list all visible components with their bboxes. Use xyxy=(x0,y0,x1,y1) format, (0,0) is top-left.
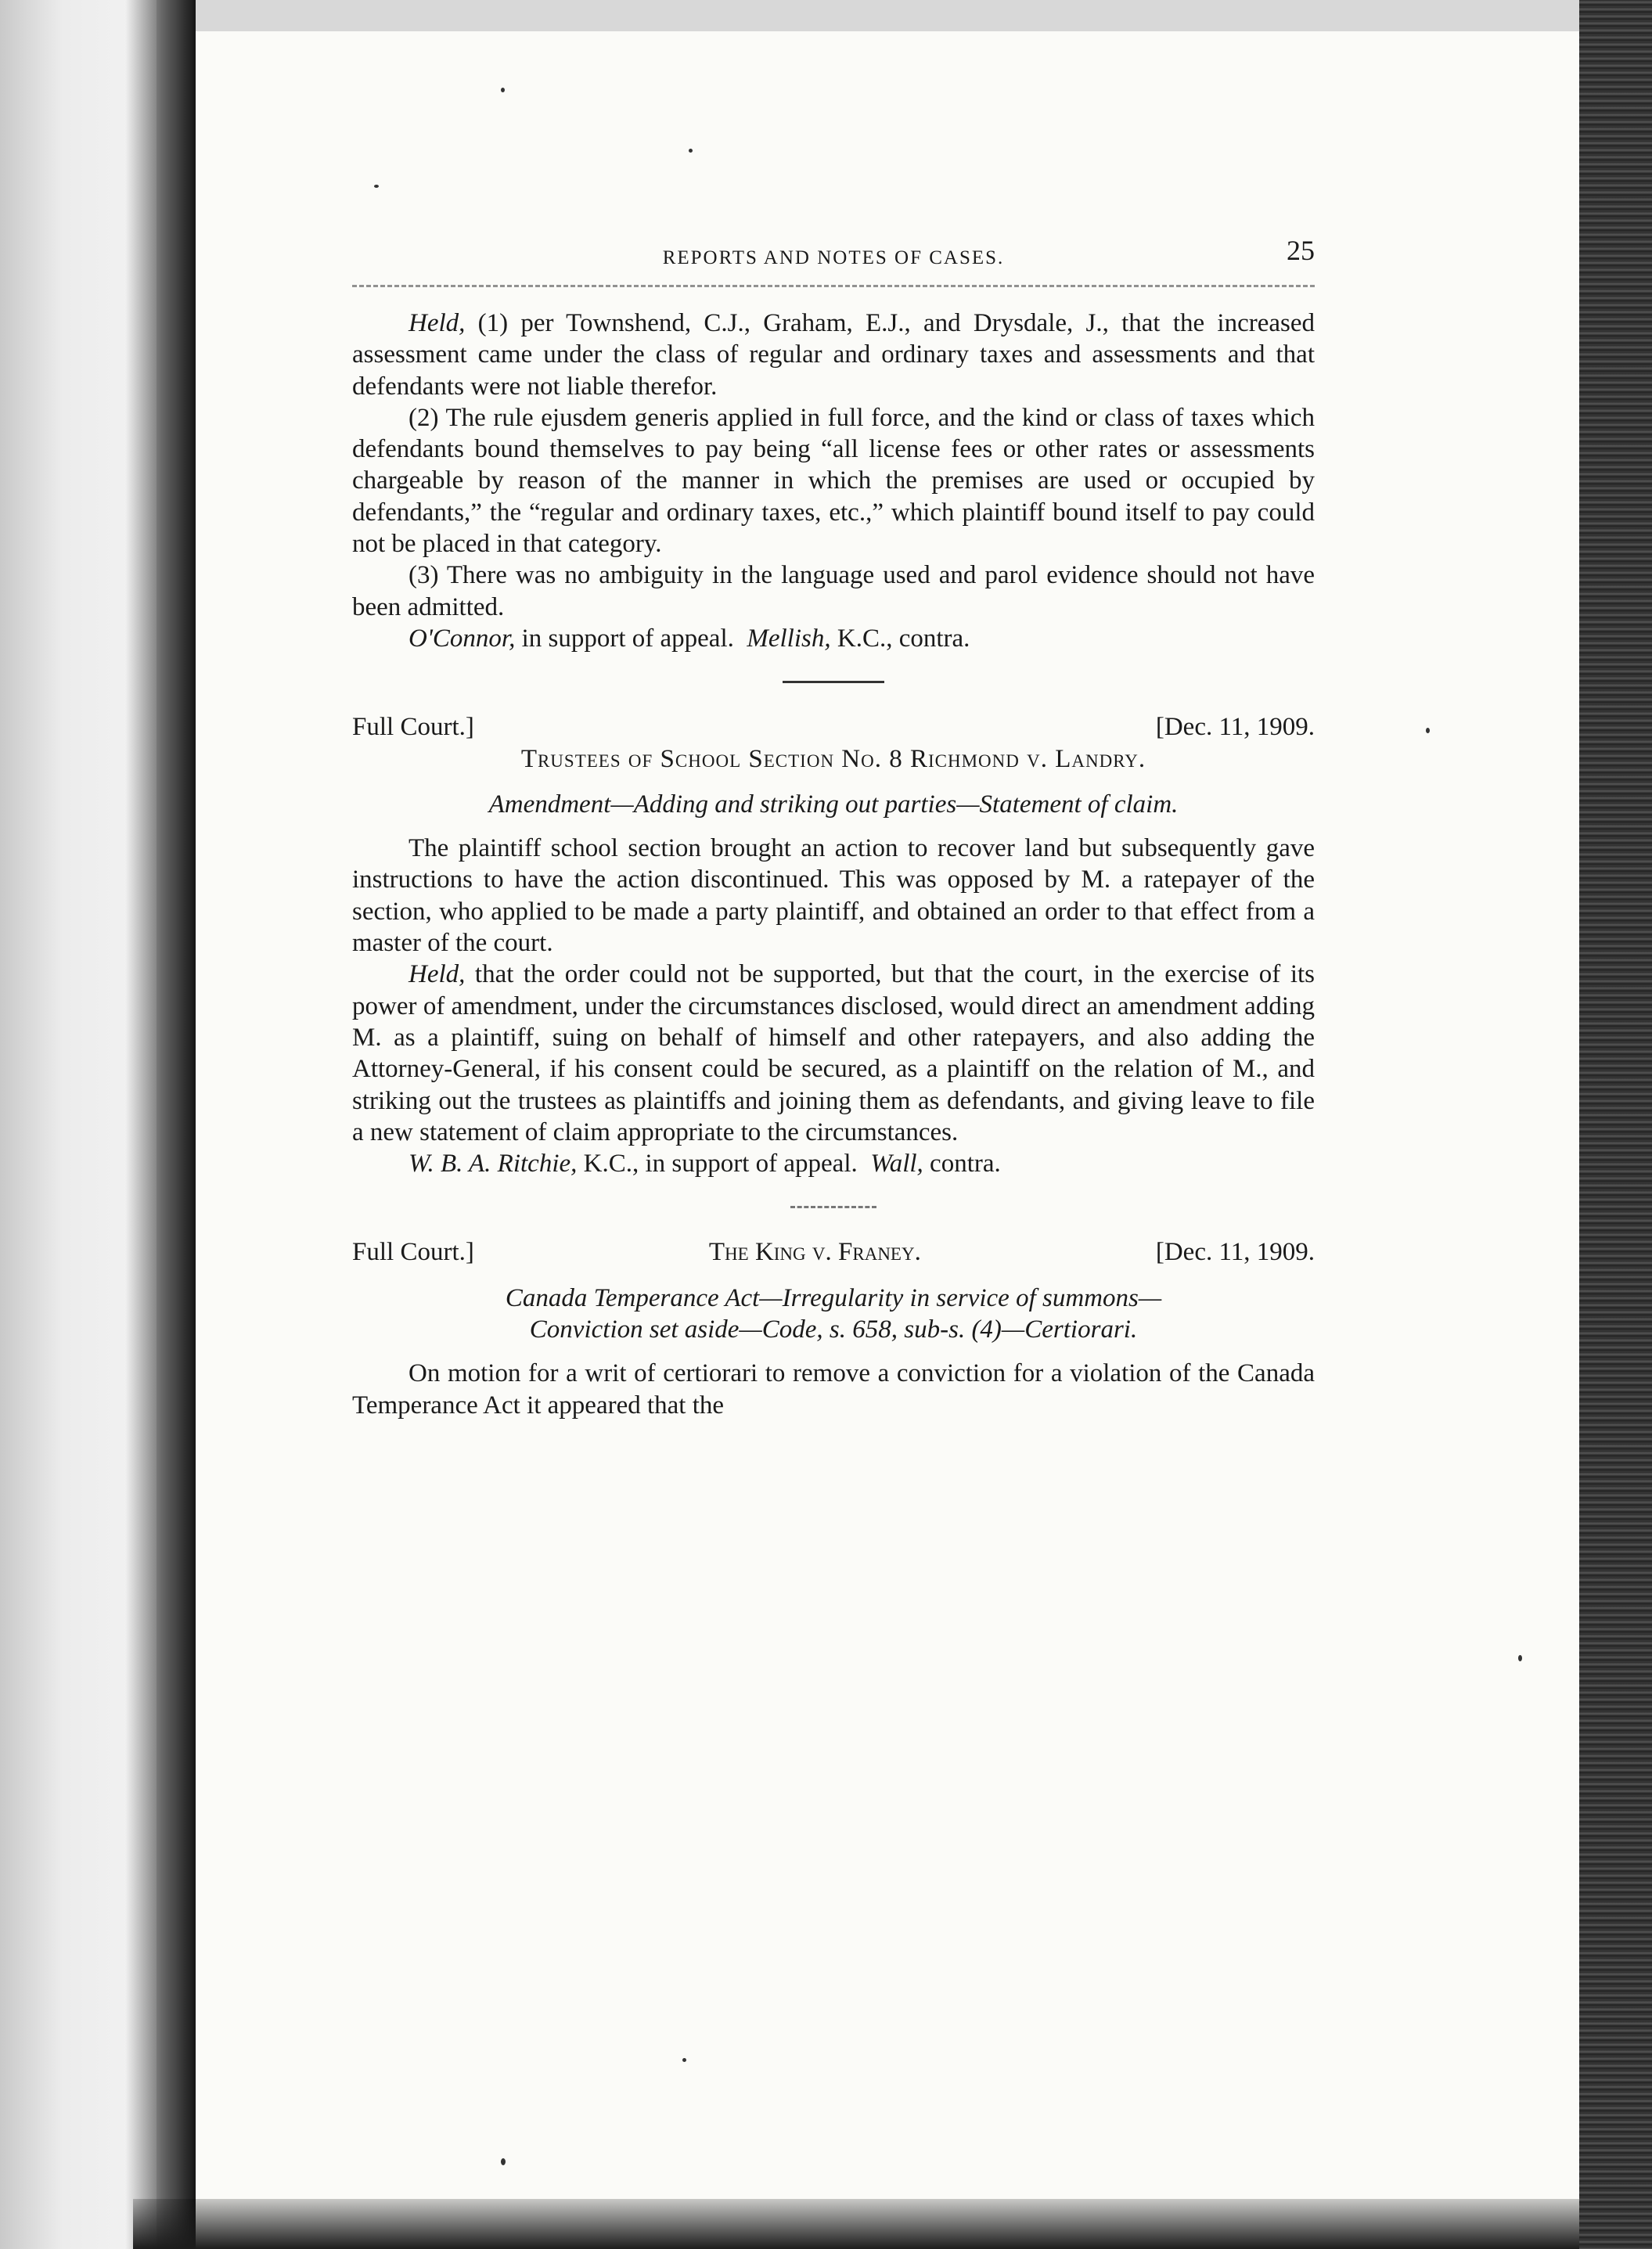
case1-counsel xyxy=(352,623,1315,654)
case2-counsel xyxy=(352,1148,1315,1179)
case2-title: Trustees of School Section No. 8 Richmond v. Landry. xyxy=(520,744,1146,773)
binding-shadow xyxy=(125,0,196,2249)
running-title: REPORTS AND NOTES OF CASES. xyxy=(662,247,1005,268)
case3-subject xyxy=(383,1283,1283,1346)
subject-line: Canada Temperance Act—Irregularity in service of summons— xyxy=(505,1283,1162,1312)
court-label: Full Court.] xyxy=(352,713,474,742)
page-number: 25 xyxy=(1287,235,1315,266)
page-header xyxy=(352,227,1315,274)
case-date: [Dec. 11, 1909. xyxy=(1155,1238,1315,1267)
held-text: (1) per Townshend, C.J., Graham, E.J., and Drysdale, J., that the increased assessment came under the class of regular and ordinary taxes and assessments and that defendants were not liable therefor. xyxy=(352,309,1315,401)
subject-line: Conviction set aside—Code, s. 658, sub-s. (4)—Certiorari. xyxy=(529,1315,1138,1344)
case-date: [Dec. 11, 1909. xyxy=(1155,713,1315,742)
counsel-role: K.C., contra. xyxy=(830,624,970,653)
held-label: Held, xyxy=(409,309,466,337)
case1-point-3: (3) There was no ambiguity in the language used and parol evidence should not have been admitted. xyxy=(352,561,1315,621)
case2-facts: The plaintiff school section brought an action to recover land but subsequently gave instructions to have the action discontinued. This was opposed by M. a ratepayer of the section, who applied to be made a party plaintiff, and obtained an order to that effect from a master of the court. xyxy=(352,834,1315,958)
scan-speck xyxy=(682,2058,686,2062)
case3-title: The King v. Franey. xyxy=(708,1238,921,1267)
held-text: that the order could not be supported, but that the court, in the exercise of its power of amendment, under the circumstances disclosed, would direct an amendment adding M. as a plaintiff, suing on behalf of himself and other ratepayers, and also adding the Attorney-General, if his consent could be secured, as a plaintiff on the relation of M., and striking out the trustees as plaintiffs and joining them as defendants, and giving leave to file a new statement of claim appropriate to the circumstances. xyxy=(352,960,1315,1146)
case2-subject: Amendment—Adding and striking out parties—Statement of claim. xyxy=(488,790,1179,819)
case-divider xyxy=(783,681,884,683)
court-label: Full Court.] xyxy=(352,1238,474,1267)
case2-held xyxy=(352,959,1315,1148)
scan-speck xyxy=(501,88,505,92)
scan-bottom-edge xyxy=(133,2199,1579,2249)
case3-heading xyxy=(352,1236,1315,1268)
scan-right-edge xyxy=(1579,0,1652,2249)
case1-held xyxy=(352,308,1315,402)
case1-point-2: (2) The rule ejusdem generis applied in full force, and the kind or class of taxes which defendants bound themselves to pay being “all license fees or other rates or assessments chargeable by reason of the manner in which the premises are used or occupied by defendants,” the “regular and ordinary taxes, etc.,” which plaintiff bound itself to pay could not be placed in that category. xyxy=(352,403,1315,559)
case-divider xyxy=(790,1206,876,1208)
counsel-name: W. B. A. Ritchie, xyxy=(409,1150,578,1178)
scan-speck xyxy=(689,149,693,153)
counsel-role: K.C., in support of appeal. xyxy=(577,1150,858,1178)
scan-speck xyxy=(1426,728,1430,733)
scan-speck xyxy=(374,185,379,188)
case3-facts: On motion for a writ of certiorari to remove a conviction for a violation of the Canada Temperance Act it appeared that the xyxy=(352,1359,1315,1420)
counsel-role: contra. xyxy=(923,1150,1001,1178)
counsel-name: O'Connor, xyxy=(409,624,516,653)
held-label: Held, xyxy=(409,960,466,989)
counsel-name: Mellish, xyxy=(747,624,831,653)
header-rule xyxy=(352,285,1315,287)
scan-speck xyxy=(501,2158,506,2165)
counsel-name: Wall, xyxy=(870,1150,923,1178)
scan-speck xyxy=(1518,1655,1522,1661)
case2-heading xyxy=(352,711,1315,743)
counsel-role: in support of appeal. xyxy=(515,624,734,653)
page-text xyxy=(352,227,1315,1421)
